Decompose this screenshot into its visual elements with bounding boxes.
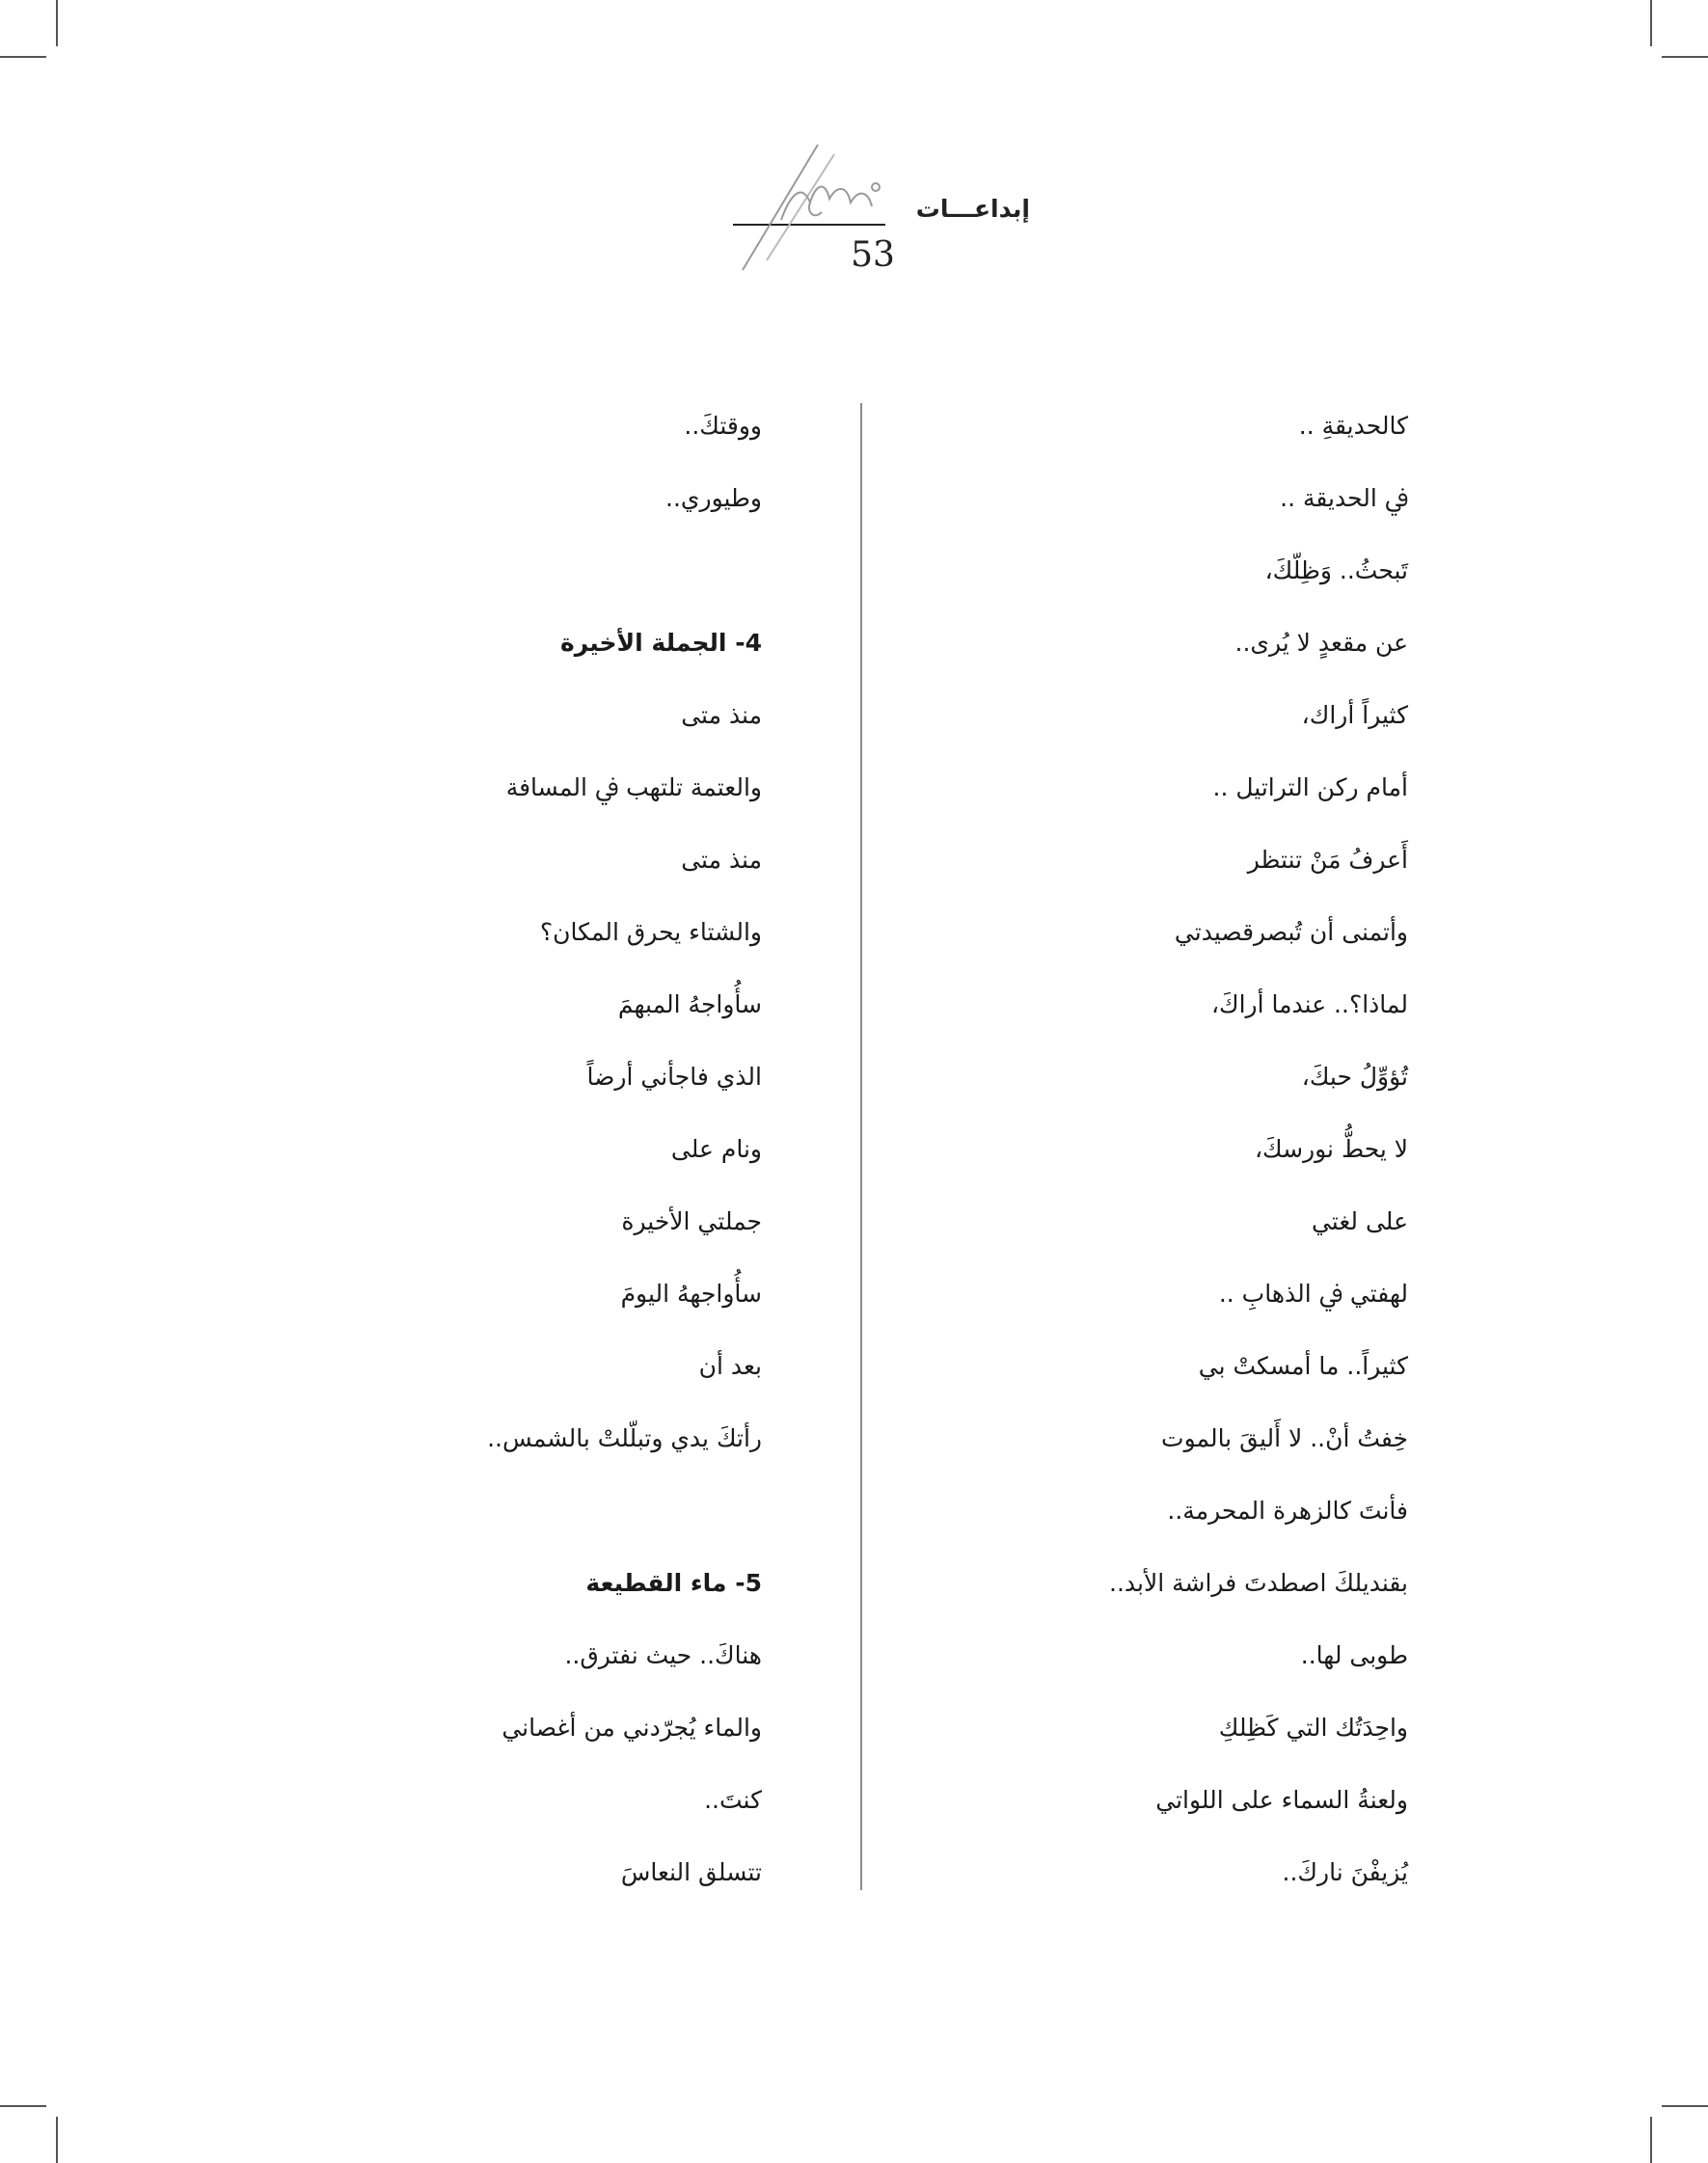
poem-line: يُزيفْنَ ناركَ.. [1282,1858,1408,1886]
poem-line: والماء يُجرّدني من أغصاني [502,1714,762,1742]
poem-line: هناكَ.. حيث نفترق.. [564,1641,762,1669]
poem-line: على لغتي [1311,1207,1408,1235]
section-heading: 4- الجملة الأخيرة [559,629,762,657]
poem-line: تَبحثُ.. وَظِلّكَ، [1264,556,1408,584]
crop-mark-top-left [56,0,58,46]
poem-line: منذ متى [681,701,762,729]
crop-mark-bottom-right [1650,2117,1652,2163]
crop-mark-bottom-right [1662,2105,1708,2107]
poem-line: أمام ركن التراتيل .. [1212,773,1408,801]
poem-line: الذي فاجأني أرضاً [586,1063,762,1091]
poem-line: والشتاء يحرق المكان؟ [539,918,762,946]
crop-mark-top-right [1650,0,1652,46]
section-heading: 5- ماء القطيعة [585,1569,762,1597]
crop-mark-bottom-left [0,2105,46,2107]
poem-line: سأُواجههُ اليومَ [620,1280,762,1308]
poem-line: عن مقعدٍ لا يُرى.. [1234,629,1408,657]
poem-line: أَعرفُ مَنْ تنتظر [1247,846,1408,874]
poem-line: لا يحطُّ نورسكَ، [1254,1135,1408,1163]
poem-line: سأُواجهُ المبهمَ [617,990,762,1018]
stanza-gap [405,1474,762,1547]
poem-line: جملتي الأخيرة [621,1207,762,1235]
poem-left-column [405,390,762,1908]
poem-line: بعد أن [698,1352,762,1380]
page-header [714,135,1032,280]
poem-line: خِفتُ أنْ.. لا أَليقَ بالموت [1161,1424,1408,1452]
poem-line: واحِدَتُك التي كَظِلكِ [1218,1714,1408,1742]
poem-line: منذ متى [681,846,762,874]
poem-line: طوبى لها.. [1300,1641,1408,1669]
poem-line: رأتكَ يدي وتبلّلتْ بالشمس.. [487,1424,762,1452]
poem-line: والعتمة تلتهب ﰲ المسافة [505,773,762,801]
poem-line: كثيراً.. ما أمسكتْ بي [1198,1352,1408,1380]
poem-line: وطيوري.. [665,484,762,512]
poem-right-column [964,390,1408,1908]
poem-line: ولعنةُ السماء على اللواتي [1155,1786,1408,1814]
poem-line: لماذا؟.. عندما أراكَ، [1210,990,1408,1018]
section-label: إبداعـــات [915,195,1030,223]
stanza-gap [405,534,762,607]
poem-line: كالحديقةِ .. [1298,412,1408,440]
poem-line: كثيراً أراك، [1301,701,1408,729]
poem-line: تُؤوِّلُ حبكَ، [1301,1063,1408,1091]
crop-mark-top-right [1662,56,1708,58]
poem-line: ووقتكَ.. [684,412,762,440]
poem-line: لهفتي ﰲ الذهابِ .. [1218,1280,1408,1308]
crop-mark-bottom-left [56,2117,58,2163]
page-number: 53 [851,235,895,275]
poem-line: فأنتَ كالزهرة المحرمة.. [1167,1497,1408,1525]
poem-line: بقنديلكَ اصطدتَ فراشة الأبد.. [1109,1569,1408,1597]
column-divider [860,403,862,1890]
poem-line: تتسلق النعاسَ [620,1858,762,1886]
poem-line: ﰲ الحديقة .. [1280,484,1408,512]
poem-line: كنتَ.. [704,1786,762,1814]
crop-mark-top-left [0,56,46,58]
poem-line: وأتمنى أن تُبصرقصيدتي [1174,918,1408,946]
poem-line: ونام على [670,1135,762,1163]
